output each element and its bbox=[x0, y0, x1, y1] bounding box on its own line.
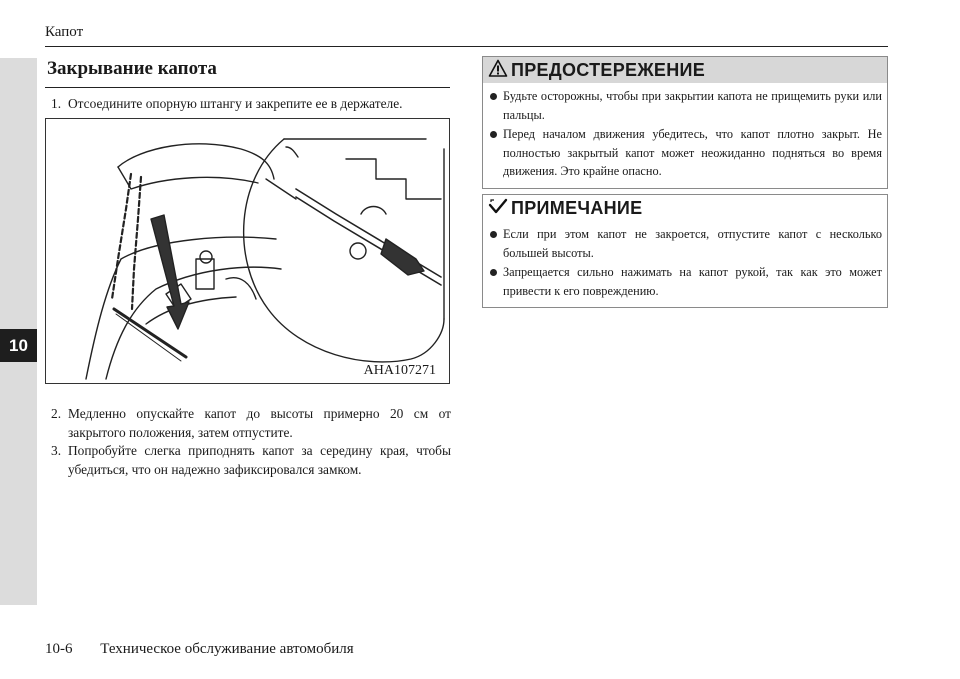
note-header bbox=[483, 195, 887, 221]
step-text: Попробуйте слегка приподнять капот за середину края, чтобы убедиться, что он надежно зафиксировался замком. bbox=[68, 443, 451, 477]
engine-cap bbox=[200, 251, 212, 263]
step-text: Отсоедините опорную штангу и закрепите ее в держателе. bbox=[68, 96, 403, 111]
hood-illustration bbox=[45, 118, 450, 384]
zoom-clip bbox=[361, 207, 386, 215]
note-item bbox=[489, 225, 882, 262]
bullet-icon bbox=[490, 269, 497, 276]
warning-triangle-icon bbox=[488, 59, 508, 78]
step-number: 1. bbox=[51, 96, 62, 111]
step-number: 3. bbox=[51, 443, 62, 458]
warning-item bbox=[489, 87, 882, 124]
bullet-icon bbox=[490, 231, 497, 238]
header-title: Капот bbox=[45, 24, 84, 40]
warning-header bbox=[483, 57, 887, 83]
figure-code: AHA107271 bbox=[361, 363, 439, 379]
chapter-tab[interactable]: 10 bbox=[0, 329, 37, 362]
note-body bbox=[483, 221, 887, 307]
footer-title: Техническое обслуживание автомобиля bbox=[100, 641, 354, 657]
checkmark-icon bbox=[488, 197, 508, 216]
hood-inner-edge bbox=[118, 167, 258, 189]
note-item-text: Если при этом капот не закроется, отпустите капот с несколько большей высоты. bbox=[503, 227, 882, 260]
note-item-text: Запрещается сильно нажимать на капот рукой, так как это может привести к его повреждению. bbox=[503, 265, 882, 298]
warning-title: ПРЕДОСТЕРЕЖЕНИЕ bbox=[511, 60, 706, 80]
hood-motion-line bbox=[112, 174, 131, 299]
zoom-detail bbox=[286, 147, 298, 157]
section-heading bbox=[45, 56, 450, 88]
warning-box bbox=[482, 56, 888, 189]
bullet-icon bbox=[490, 131, 497, 138]
down-arrow-icon bbox=[151, 215, 189, 329]
prop-rod-edge bbox=[116, 314, 181, 361]
zoom-hole bbox=[350, 243, 366, 259]
zoom-rod-end bbox=[381, 239, 424, 275]
hood-motion-line bbox=[132, 177, 141, 309]
note-item bbox=[489, 263, 882, 300]
zoom-rod bbox=[266, 179, 296, 199]
engine-hose bbox=[226, 278, 256, 299]
page-footer bbox=[45, 641, 354, 658]
hood-outline bbox=[118, 144, 274, 179]
section-title: Закрывание капота bbox=[47, 58, 217, 79]
note-title: ПРИМЕЧАНИЕ bbox=[511, 198, 643, 218]
zoom-circle bbox=[244, 139, 444, 362]
engine-detail bbox=[146, 297, 236, 324]
bullet-icon bbox=[490, 93, 497, 100]
warning-body bbox=[483, 83, 887, 188]
warning-item-text: Будьте осторожны, чтобы при закрытии капота не прищемить руки или пальцы. bbox=[503, 89, 882, 122]
note-box bbox=[482, 194, 888, 308]
header-rule bbox=[45, 46, 888, 47]
hood-drawing bbox=[46, 119, 449, 383]
page-number: 10-6 bbox=[45, 641, 73, 657]
warning-item bbox=[489, 125, 882, 181]
step-number: 2. bbox=[51, 406, 62, 421]
step-text: Медленно опускайте капот до высоты примерно 20 см от закрытого положения, затем отпустите. bbox=[68, 406, 451, 440]
zoom-bracket bbox=[346, 159, 441, 199]
warning-item-text: Перед началом движения убедитесь, что капот плотно закрыт. Не полностью закрытый капот может неожиданно подняться во время движения. Это крайне опасно. bbox=[503, 127, 882, 178]
